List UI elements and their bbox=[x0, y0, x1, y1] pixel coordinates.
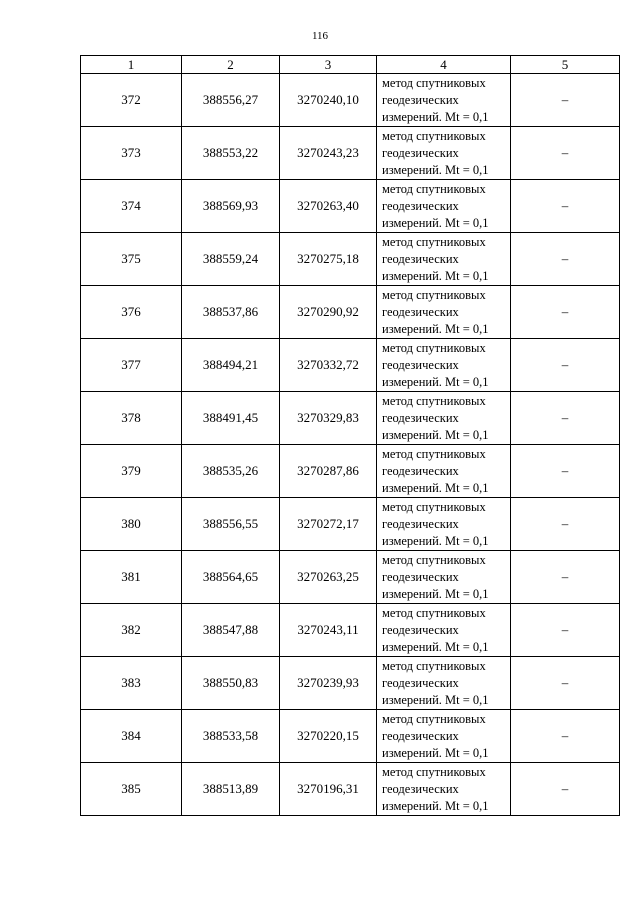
y-coordinate-cell: 3270220,15 bbox=[280, 710, 377, 763]
table-row bbox=[81, 710, 620, 763]
method-line: измерений. Mt = 0,1 bbox=[382, 480, 489, 495]
y-coordinate-cell: 3270239,93 bbox=[280, 657, 377, 710]
method-cell bbox=[377, 339, 511, 392]
method-line: измерений. Mt = 0,1 bbox=[382, 798, 489, 813]
method-line: геодезических bbox=[382, 728, 459, 743]
method-cell bbox=[377, 392, 511, 445]
method-line: геодезических bbox=[382, 145, 459, 160]
point-number-cell: 381 bbox=[81, 551, 182, 604]
y-coordinate-cell: 3270243,23 bbox=[280, 127, 377, 180]
method-line: измерений. Mt = 0,1 bbox=[382, 533, 489, 548]
method-cell bbox=[377, 498, 511, 551]
method-cell bbox=[377, 180, 511, 233]
x-coordinate-cell: 388547,88 bbox=[182, 604, 280, 657]
point-number-cell: 372 bbox=[81, 74, 182, 127]
method-line: геодезических bbox=[382, 410, 459, 425]
y-coordinate-cell: 3270287,86 bbox=[280, 445, 377, 498]
note-cell: – bbox=[511, 127, 620, 180]
note-cell: – bbox=[511, 286, 620, 339]
header-col-2: 2 bbox=[182, 56, 280, 74]
point-number-cell: 378 bbox=[81, 392, 182, 445]
table-row bbox=[81, 339, 620, 392]
method-line: геодезических bbox=[382, 781, 459, 796]
x-coordinate-cell: 388513,89 bbox=[182, 763, 280, 816]
header-col-5: 5 bbox=[511, 56, 620, 74]
note-cell: – bbox=[511, 763, 620, 816]
x-coordinate-cell: 388564,65 bbox=[182, 551, 280, 604]
y-coordinate-cell: 3270196,31 bbox=[280, 763, 377, 816]
method-line: метод спутниковых bbox=[382, 234, 486, 249]
x-coordinate-cell: 388537,86 bbox=[182, 286, 280, 339]
method-line: геодезических bbox=[382, 304, 459, 319]
point-number-cell: 382 bbox=[81, 604, 182, 657]
method-line: измерений. Mt = 0,1 bbox=[382, 268, 489, 283]
table-row bbox=[81, 74, 620, 127]
method-line: измерений. Mt = 0,1 bbox=[382, 321, 489, 336]
method-line: метод спутниковых bbox=[382, 711, 486, 726]
x-coordinate-cell: 388569,93 bbox=[182, 180, 280, 233]
table-row bbox=[81, 127, 620, 180]
note-cell: – bbox=[511, 551, 620, 604]
method-line: измерений. Mt = 0,1 bbox=[382, 374, 489, 389]
table-header-row bbox=[81, 56, 620, 74]
method-line: измерений. Mt = 0,1 bbox=[382, 162, 489, 177]
method-cell bbox=[377, 710, 511, 763]
y-coordinate-cell: 3270290,92 bbox=[280, 286, 377, 339]
method-line: измерений. Mt = 0,1 bbox=[382, 639, 489, 654]
method-line: измерений. Mt = 0,1 bbox=[382, 109, 489, 124]
x-coordinate-cell: 388491,45 bbox=[182, 392, 280, 445]
note-cell: – bbox=[511, 498, 620, 551]
point-number-cell: 385 bbox=[81, 763, 182, 816]
method-line: геодезических bbox=[382, 198, 459, 213]
table-row bbox=[81, 180, 620, 233]
table-row bbox=[81, 604, 620, 657]
method-line: метод спутниковых bbox=[382, 446, 486, 461]
method-line: геодезических bbox=[382, 357, 459, 372]
method-line: измерений. Mt = 0,1 bbox=[382, 692, 489, 707]
point-number-cell: 384 bbox=[81, 710, 182, 763]
page-number: 116 bbox=[311, 30, 329, 42]
x-coordinate-cell: 388559,24 bbox=[182, 233, 280, 286]
table-row bbox=[81, 498, 620, 551]
method-line: измерений. Mt = 0,1 bbox=[382, 745, 489, 760]
table-row bbox=[81, 445, 620, 498]
y-coordinate-cell: 3270272,17 bbox=[280, 498, 377, 551]
method-line: метод спутниковых bbox=[382, 128, 486, 143]
method-line: метод спутниковых bbox=[382, 393, 486, 408]
header-col-3: 3 bbox=[280, 56, 377, 74]
method-line: метод спутниковых bbox=[382, 75, 486, 90]
table-row bbox=[81, 657, 620, 710]
table-row bbox=[81, 392, 620, 445]
method-cell bbox=[377, 233, 511, 286]
table-row bbox=[81, 233, 620, 286]
method-cell bbox=[377, 286, 511, 339]
method-cell bbox=[377, 127, 511, 180]
x-coordinate-cell: 388533,58 bbox=[182, 710, 280, 763]
method-cell bbox=[377, 74, 511, 127]
header-col-4: 4 bbox=[377, 56, 511, 74]
point-number-cell: 379 bbox=[81, 445, 182, 498]
y-coordinate-cell: 3270329,83 bbox=[280, 392, 377, 445]
x-coordinate-cell: 388556,55 bbox=[182, 498, 280, 551]
note-cell: – bbox=[511, 339, 620, 392]
x-coordinate-cell: 388494,21 bbox=[182, 339, 280, 392]
y-coordinate-cell: 3270263,25 bbox=[280, 551, 377, 604]
y-coordinate-cell: 3270275,18 bbox=[280, 233, 377, 286]
point-number-cell: 373 bbox=[81, 127, 182, 180]
note-cell: – bbox=[511, 392, 620, 445]
coordinates-table bbox=[80, 55, 620, 816]
x-coordinate-cell: 388556,27 bbox=[182, 74, 280, 127]
point-number-cell: 377 bbox=[81, 339, 182, 392]
method-line: геодезических bbox=[382, 516, 459, 531]
method-line: метод спутниковых bbox=[382, 287, 486, 302]
method-line: метод спутниковых bbox=[382, 181, 486, 196]
method-cell bbox=[377, 604, 511, 657]
note-cell: – bbox=[511, 445, 620, 498]
method-line: геодезических bbox=[382, 569, 459, 584]
method-cell bbox=[377, 763, 511, 816]
x-coordinate-cell: 388550,83 bbox=[182, 657, 280, 710]
method-cell bbox=[377, 657, 511, 710]
table-row bbox=[81, 551, 620, 604]
method-line: метод спутниковых bbox=[382, 658, 486, 673]
method-line: геодезических bbox=[382, 92, 459, 107]
method-line: геодезических bbox=[382, 675, 459, 690]
method-line: метод спутниковых bbox=[382, 764, 486, 779]
table-row bbox=[81, 286, 620, 339]
point-number-cell: 375 bbox=[81, 233, 182, 286]
header-col-1: 1 bbox=[81, 56, 182, 74]
point-number-cell: 376 bbox=[81, 286, 182, 339]
point-number-cell: 374 bbox=[81, 180, 182, 233]
note-cell: – bbox=[511, 657, 620, 710]
table-body bbox=[81, 74, 620, 816]
note-cell: – bbox=[511, 180, 620, 233]
method-line: метод спутниковых bbox=[382, 499, 486, 514]
method-cell bbox=[377, 551, 511, 604]
method-line: метод спутниковых bbox=[382, 605, 486, 620]
y-coordinate-cell: 3270332,72 bbox=[280, 339, 377, 392]
method-line: измерений. Mt = 0,1 bbox=[382, 215, 489, 230]
y-coordinate-cell: 3270243,11 bbox=[280, 604, 377, 657]
method-line: геодезических bbox=[382, 622, 459, 637]
method-line: измерений. Mt = 0,1 bbox=[382, 586, 489, 601]
method-line: геодезических bbox=[382, 251, 459, 266]
note-cell: – bbox=[511, 604, 620, 657]
method-line: геодезических bbox=[382, 463, 459, 478]
note-cell: – bbox=[511, 74, 620, 127]
method-cell bbox=[377, 445, 511, 498]
method-line: метод спутниковых bbox=[382, 552, 486, 567]
note-cell: – bbox=[511, 233, 620, 286]
x-coordinate-cell: 388535,26 bbox=[182, 445, 280, 498]
note-cell: – bbox=[511, 710, 620, 763]
x-coordinate-cell: 388553,22 bbox=[182, 127, 280, 180]
method-line: метод спутниковых bbox=[382, 340, 486, 355]
y-coordinate-cell: 3270263,40 bbox=[280, 180, 377, 233]
method-line: измерений. Mt = 0,1 bbox=[382, 427, 489, 442]
table-row bbox=[81, 763, 620, 816]
y-coordinate-cell: 3270240,10 bbox=[280, 74, 377, 127]
point-number-cell: 383 bbox=[81, 657, 182, 710]
point-number-cell: 380 bbox=[81, 498, 182, 551]
